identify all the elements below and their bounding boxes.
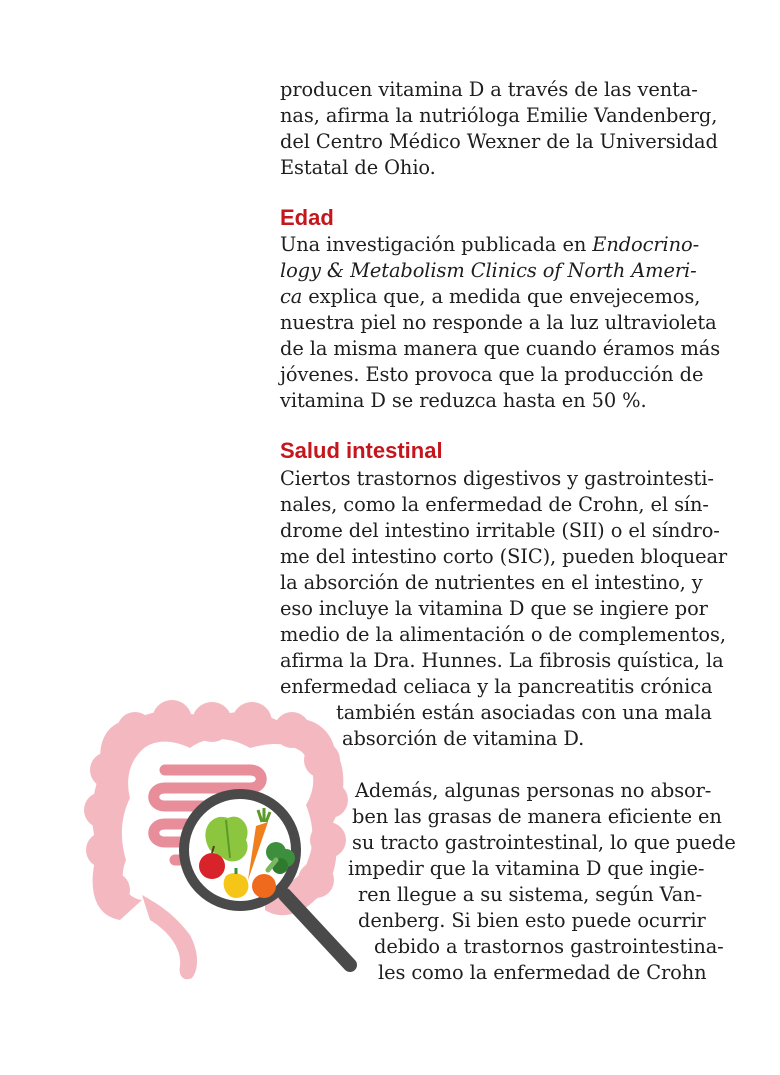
gut-line-9: enfermedad celiaca y la pancreatitis crónica bbox=[280, 675, 713, 698]
age-line-4: nuestra piel no responde a la luz ultravioleta bbox=[280, 311, 717, 334]
gut-p2-line-7: debido a trastornos gastrointestina- bbox=[374, 935, 724, 958]
intestine-magnifier-illustration bbox=[80, 700, 370, 985]
gut-line-2: nales, como la enfermedad de Crohn, el sín- bbox=[280, 493, 709, 516]
age-line-7: vitamina D se reduzca hasta en 50 %. bbox=[280, 389, 647, 412]
age-line-6: jóvenes. Esto provoca que la producción de bbox=[280, 363, 704, 386]
gut-line-4: me del intestino corto (SIC), pueden bloquear bbox=[280, 545, 728, 568]
section-heading-gut: Salud intestinal bbox=[280, 438, 443, 463]
gut-line-6: eso incluye la vitamina D que se ingiere por bbox=[280, 597, 708, 620]
gut-line-5: la absorción de nutrientes en el intestino, y bbox=[280, 571, 703, 594]
gut-line-3: drome del intestino irritable (SII) o el síndro- bbox=[280, 519, 720, 542]
magnifier-handle bbox=[285, 895, 350, 965]
intro-line-3: del Centro Médico Wexner de la Universidad bbox=[280, 130, 718, 153]
age-line-5: de la misma manera que cuando éramos más bbox=[280, 337, 721, 360]
gut-p2-line-3: su tracto gastrointestinal, lo que puede bbox=[352, 831, 736, 854]
age-line-1: Una investigación publicada en Endocrino- bbox=[280, 233, 700, 256]
intro-line-2: nas, afirma la nutrióloga Emilie Vandenberg, bbox=[280, 104, 718, 127]
age-line-3: ca explica que, a medida que envejecemos, bbox=[280, 285, 701, 308]
gut-line-8: afirma la Dra. Hunnes. La fibrosis quística, la bbox=[280, 649, 724, 672]
gut-p2-line-2: ben las grasas de manera eficiente en bbox=[352, 805, 722, 828]
gut-line-7: medio de la alimentación o de complementos, bbox=[280, 623, 726, 646]
gut-line-10: también están asociadas con una mala bbox=[336, 701, 712, 724]
gut-p2-line-1: Además, algunas personas no absor- bbox=[355, 779, 712, 802]
gut-p2-line-6: denberg. Si bien esto puede ocurrir bbox=[358, 909, 706, 932]
gut-line-11: absorción de vitamina D. bbox=[342, 727, 585, 750]
gut-p2-line-5: ren llegue a su sistema, según Van- bbox=[358, 883, 703, 906]
gut-p2-line-8: les como la enfermedad de Crohn bbox=[378, 961, 707, 984]
age-line-2: logy & Metabolism Clinics of North Ameri- bbox=[280, 259, 697, 282]
gut-line-1: Ciertos trastornos digestivos y gastrointesti- bbox=[280, 467, 714, 490]
magnifying-glass-icon bbox=[184, 794, 296, 906]
intro-line-4: Estatal de Ohio. bbox=[280, 156, 436, 179]
section-heading-age: Edad bbox=[280, 205, 334, 230]
gut-p2-line-4: impedir que la vitamina D que ingie- bbox=[348, 857, 705, 880]
intro-line-1: producen vitamina D a través de las venta- bbox=[280, 78, 698, 101]
